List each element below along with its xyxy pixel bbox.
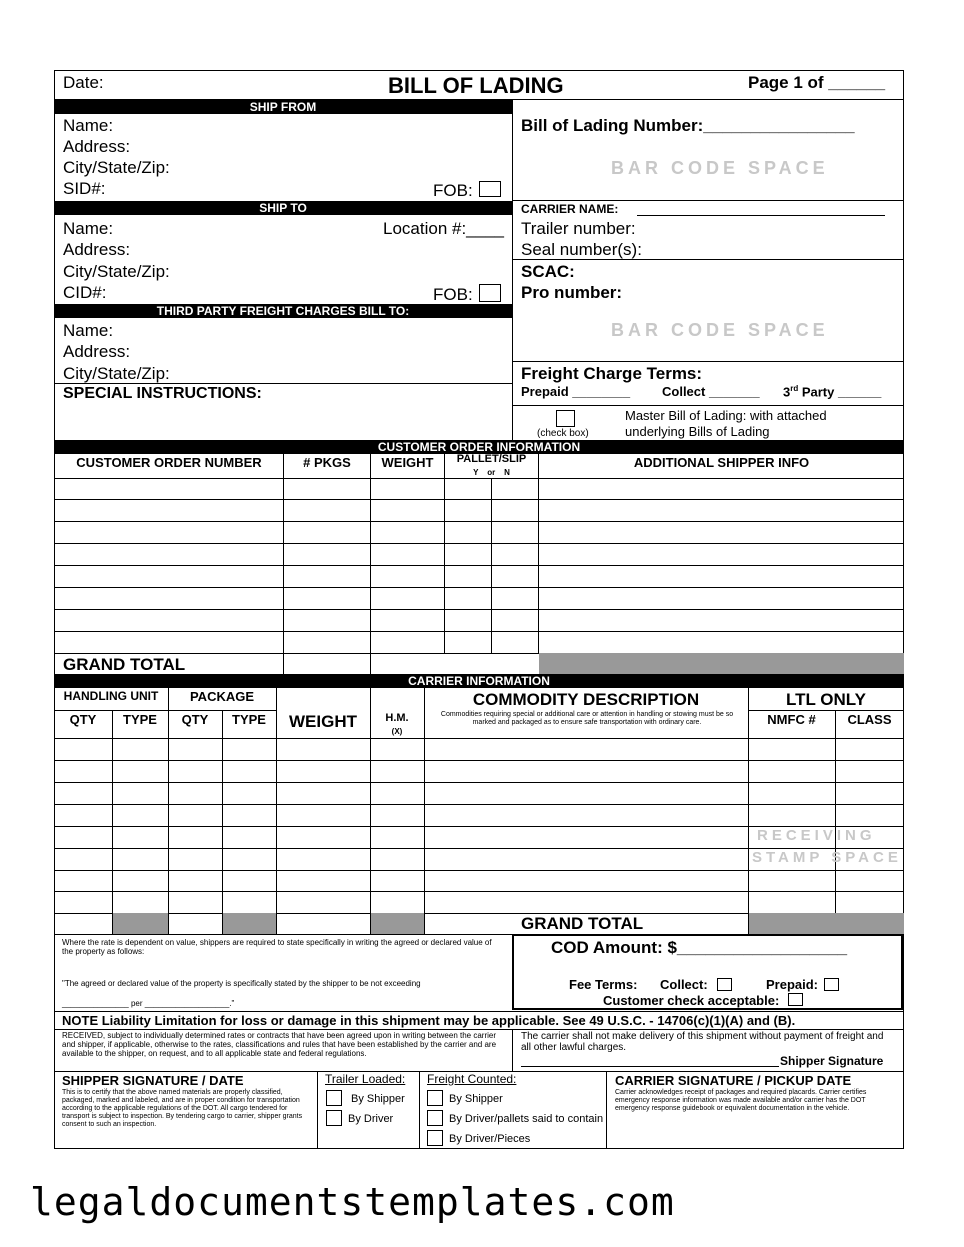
- col-pallet-slip: PALLET/SLIP: [456, 453, 527, 465]
- site-watermark: legaldocumentstemplates.com: [30, 1180, 675, 1224]
- freight-by-shipper-checkbox[interactable]: [427, 1090, 443, 1106]
- note-divider-top: [54, 1011, 904, 1012]
- ship-from-city[interactable]: City/State/Zip:: [63, 158, 170, 177]
- col-pkgs: # PKGS: [303, 455, 351, 470]
- shipper-signature-label[interactable]: Shipper Signature: [780, 1054, 884, 1068]
- hm-x: (X): [391, 727, 403, 736]
- check-box-hint: (check box): [537, 428, 589, 439]
- pkg-qty-header: QTY: [181, 712, 209, 727]
- customer-order-bar: CUSTOMER ORDER INFORMATION: [54, 440, 904, 454]
- carrier-col-line: [835, 710, 836, 934]
- carrier-row-line: [54, 804, 904, 805]
- freight-counted-title: Freight Counted:: [427, 1072, 517, 1086]
- receiving-stamp-2: STAMP SPACE: [752, 849, 902, 866]
- gt-gray-4: [749, 913, 904, 934]
- carrier-sig-text: Carrier acknowledges receipt of packages and required placards. Carrier certifies emergency response information was made available and/or carrier has the DOT emergency response guidebook or equivalent documentation in the vehicle.: [615, 1089, 867, 1112]
- order-col-line: [283, 454, 284, 674]
- ship-from-name[interactable]: Name:: [63, 116, 114, 135]
- page-number: Page 1 of ______: [748, 73, 886, 92]
- shipper-sig-line: [521, 1066, 779, 1067]
- gt-gray-3: [371, 913, 424, 934]
- third-party-city[interactable]: City/State/Zip:: [63, 364, 170, 383]
- pkg-type-header: TYPE: [232, 712, 266, 727]
- order-grand-total: GRAND TOTAL: [63, 655, 186, 674]
- shipper-sig-title[interactable]: SHIPPER SIGNATURE / DATE: [62, 1073, 244, 1088]
- ship-from-fob-checkbox[interactable]: [479, 181, 501, 197]
- carrier-row-line: [54, 870, 904, 871]
- customer-check-label: Customer check acceptable:: [603, 993, 780, 1008]
- carrier-col-line: [748, 688, 749, 934]
- special-divider: [54, 383, 512, 384]
- freight-charge-terms: Freight Charge Terms:: [521, 364, 703, 383]
- class-header: CLASS: [847, 712, 892, 727]
- ship-to-location[interactable]: Location #:____: [383, 219, 504, 238]
- col-additional-info: ADDITIONAL SHIPPER INFO: [633, 455, 810, 470]
- collect-term[interactable]: Collect _______: [662, 384, 760, 399]
- ship-to-fob-checkbox[interactable]: [479, 284, 501, 302]
- scac[interactable]: SCAC:: [521, 262, 575, 281]
- page-title: BILL OF LADING: [388, 73, 564, 98]
- ship-from-bar: SHIP FROM: [54, 100, 512, 114]
- note-divider-bottom: [54, 1029, 904, 1030]
- master-bol-checkbox[interactable]: [556, 410, 575, 427]
- sig-divider-2: [419, 1071, 420, 1149]
- handling-unit-header: HANDLING UNIT: [63, 689, 159, 703]
- right-divider-4: [512, 405, 904, 406]
- barcode-space-2: BAR CODE SPACE: [611, 320, 829, 340]
- carrier-row-line: [54, 760, 904, 761]
- carrier-col-line: [370, 688, 371, 934]
- gt-gray-2: [223, 913, 276, 934]
- value-decl-text-2: "The agreed or declared value of the property is specifically stated by the shipper to be not exceeding: [62, 979, 421, 988]
- trailer-by-driver-checkbox[interactable]: [326, 1110, 342, 1126]
- date-label: Date:: [63, 73, 104, 92]
- order-row-line: [54, 587, 904, 588]
- freight-by-driver-pallets: By Driver/pallets said to contain: [449, 1113, 604, 1125]
- shipper-sig-text: This is to certify that the above named materials are properly classified, packaged, marked and labeled, and are in proper condition for transportation according to the applicable regulations of the DOT. All cargo tendered for transport is subject to inspection. By tendering cargo to carrier, shipper grants consent to such an inspection.: [62, 1089, 303, 1128]
- ship-to-name[interactable]: Name:: [63, 219, 114, 238]
- freight-by-driver-pallets-checkbox[interactable]: [427, 1110, 443, 1126]
- commodity-header: COMMODITY DESCRIPTION: [472, 690, 700, 709]
- sig-divider-3: [606, 1071, 607, 1149]
- carrier-col-line: [276, 688, 277, 934]
- sig-divider-1: [317, 1071, 318, 1149]
- commodity-note: Commodities requiring special or additional care or attention in handling or stowing must be so marked and packaged as to ensure safe transportation with ordinary care.: [440, 711, 734, 726]
- carrier-delivery-text: The carrier shall not make delivery of this shipment without payment of freight and all other lawful charges.: [521, 1031, 884, 1053]
- liability-note: NOTE Liability Limitation for loss or damage in this shipment may be applicable. See 49 U.S.C. - 14706(c)(1)(A) and (B).: [62, 1013, 796, 1028]
- gt-gray-1: [113, 913, 168, 934]
- order-row-line: [54, 609, 904, 610]
- special-instructions[interactable]: SPECIAL INSTRUCTIONS:: [63, 385, 262, 402]
- prepaid-term[interactable]: Prepaid ________: [521, 384, 631, 399]
- carrier-col-line: [424, 688, 425, 934]
- col-yn: Y or N: [473, 468, 510, 477]
- col-weight: WEIGHT: [381, 455, 434, 470]
- ship-to-fob-label: FOB:: [433, 285, 473, 304]
- third-party-name[interactable]: Name:: [63, 321, 114, 340]
- nmfc-header: NMFC #: [767, 712, 816, 727]
- right-divider-3: [512, 361, 904, 362]
- carrier-name-line: [637, 215, 885, 216]
- order-row-line: [54, 631, 904, 632]
- freight-by-driver-pieces: By Driver/Pieces: [449, 1133, 531, 1145]
- third-party-term[interactable]: 3rd Party ______: [783, 384, 882, 400]
- right-divider-2: [512, 259, 904, 260]
- order-col-line: [444, 454, 445, 653]
- value-decl-text-3[interactable]: _______________ per ___________________.": [62, 999, 235, 1008]
- ltl-only-header: LTL ONLY: [786, 690, 866, 709]
- trailer-by-shipper-checkbox[interactable]: [326, 1090, 342, 1106]
- grand-total-gray: [539, 653, 904, 674]
- customer-check-checkbox[interactable]: [788, 993, 803, 1006]
- ship-from-fob-label: FOB:: [433, 181, 473, 200]
- master-bol-text-2: underlying Bills of Lading: [625, 424, 770, 439]
- master-bol-text-1: Master Bill of Lading: with attached: [625, 408, 827, 423]
- carrier-sig-title[interactable]: CARRIER SIGNATURE / PICKUP DATE: [615, 1073, 852, 1088]
- ship-to-bar: SHIP TO: [54, 201, 512, 215]
- order-row-line: [54, 565, 904, 566]
- fee-terms-label: Fee Terms:: [569, 977, 638, 992]
- received-text: RECEIVED, subject to individually determined rates or contracts that have been agreed upon in writing between the carrier and shipper, if applicable, otherwise to the rates, classifications and rules that have been established by the carrier and are available to the shipper, on request, and to all applicable state and federal regulations.: [62, 1031, 497, 1058]
- carrier-name[interactable]: CARRIER NAME:: [521, 202, 619, 216]
- hm-header: H.M.: [385, 712, 409, 724]
- barcode-space-1: BAR CODE SPACE: [611, 158, 829, 178]
- ship-to-cid[interactable]: CID#:: [63, 283, 107, 302]
- col-customer-order-number: CUSTOMER ORDER NUMBER: [76, 455, 262, 470]
- trailer-loaded-title: Trailer Loaded:: [325, 1072, 406, 1086]
- trailer-number[interactable]: Trailer number:: [521, 219, 636, 238]
- bol-number[interactable]: Bill of Lading Number:________________: [521, 116, 855, 135]
- carrier-col-line: [168, 688, 169, 934]
- received-divider: [512, 1029, 513, 1071]
- right-divider-1: [512, 200, 904, 201]
- third-party-bar: THIRD PARTY FREIGHT CHARGES BILL TO:: [54, 304, 512, 318]
- order-col-line: [491, 478, 492, 653]
- carrier-row-line: [54, 782, 904, 783]
- order-row-line: [54, 478, 904, 479]
- column-divider: [512, 99, 513, 440]
- carrier-grand-total: GRAND TOTAL: [521, 914, 644, 933]
- carrier-weight-header: WEIGHT: [289, 712, 357, 731]
- cod-amount[interactable]: COD Amount: $__________________: [551, 938, 848, 957]
- ship-to-city[interactable]: City/State/Zip:: [63, 262, 170, 281]
- carrier-row-line: [54, 891, 904, 892]
- fee-prepaid-label: Prepaid:: [766, 977, 819, 992]
- trailer-by-driver: By Driver: [348, 1113, 394, 1125]
- trailer-by-shipper: By Shipper: [351, 1093, 405, 1105]
- pro-number[interactable]: Pro number:: [521, 283, 623, 302]
- hu-type-header: TYPE: [123, 712, 157, 727]
- ship-from-address[interactable]: Address:: [63, 137, 131, 156]
- receiving-stamp-1: RECEIVING: [757, 827, 876, 844]
- carrier-row-line: [54, 738, 904, 739]
- freight-by-driver-pieces-checkbox[interactable]: [427, 1130, 443, 1146]
- fee-prepaid-checkbox[interactable]: [824, 978, 839, 991]
- carrier-row-line: [748, 710, 904, 711]
- carrier-col-line: [222, 710, 223, 934]
- seal-number[interactable]: Seal number(s):: [521, 240, 642, 259]
- ship-to-address[interactable]: Address:: [63, 240, 131, 259]
- value-decl-text-1: Where the rate is dependent on value, shippers are required to state specifically in writing the agreed or declared value of the property as follows:: [62, 938, 492, 956]
- ship-from-sid[interactable]: SID#:: [63, 179, 106, 198]
- order-col-line: [538, 454, 539, 653]
- fee-collect-checkbox[interactable]: [717, 978, 732, 991]
- order-row-line: [54, 521, 904, 522]
- order-row-line: [54, 499, 904, 500]
- order-row-line: [54, 543, 904, 544]
- package-header: PACKAGE: [189, 689, 255, 704]
- carrier-info-bar: CARRIER INFORMATION: [54, 674, 904, 688]
- carrier-row-line: [54, 710, 276, 711]
- order-col-line: [370, 454, 371, 674]
- third-party-address[interactable]: Address:: [63, 342, 131, 361]
- carrier-col-line: [112, 710, 113, 934]
- hu-qty-header: QTY: [69, 712, 97, 727]
- fee-collect-label: Collect:: [660, 977, 708, 992]
- freight-by-shipper: By Shipper: [449, 1093, 503, 1105]
